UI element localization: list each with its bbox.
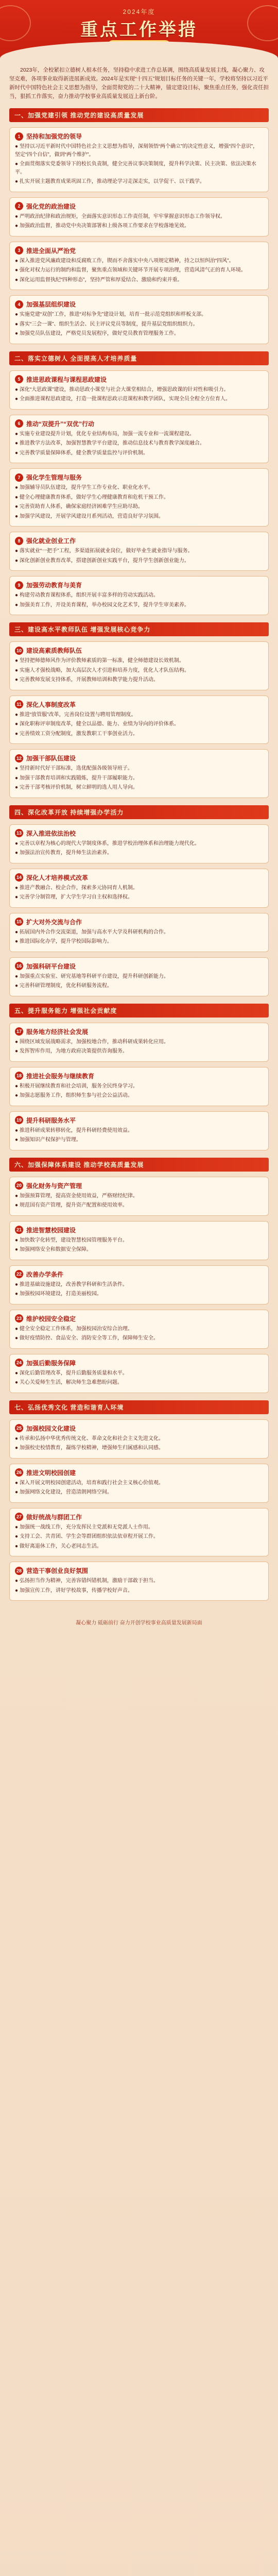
section-item: ● 完善干部考核评价机制，树立鲜明的选人用人导向。	[15, 785, 138, 790]
section-title	[15, 873, 263, 882]
section-title	[15, 754, 263, 762]
section-item: ● 加强学风建设，开展学风建设月系列活动，营造良好学习氛围。	[15, 513, 164, 519]
intro-paragraph: 2023年，全校紧扣立德树人根本任务，坚持稳中求进工作总基调，围绕高质量发展主线，凝心聚力、攻坚克难，各项事业取得新进展新成效。2024年是实现“十四五”规划目标任务的关键一年，学校将坚持以习近平新时代中国特色社会主义思想为指导，全面贯彻党的二十大精神，锚定建设目标，聚焦重点任务，强化责任担当，狠抓工作落实，奋力推动学校事业高质量发展迈上新台阶。	[9, 67, 269, 99]
section-item: ● 深化“大思政课”建设，推动思政小课堂与社会大课堂相结合，增强思政课的针对性和吸引力。	[15, 386, 229, 393]
section-item: ● 发挥智库作用，为地方政府决策提供咨询服务。	[15, 1048, 128, 1054]
section-title	[15, 419, 263, 428]
section-number-badge: 27	[15, 1513, 23, 1521]
header-wave	[0, 41, 278, 62]
section-title-text: 强化财务与资产管理	[26, 1182, 82, 1190]
section-title-text: 深化人事制度改革	[26, 701, 76, 708]
section-card	[9, 1023, 269, 1062]
part-banner: 六、加强保障体系建设 推动学校高质量发展	[9, 1158, 269, 1172]
section-title	[15, 246, 263, 255]
section-title	[15, 473, 263, 482]
section-item: ● 强化对权力运行的制约和监督，聚焦重点领域和关键环节开展专项治理，营造风清气正的育人环境。	[15, 267, 246, 273]
section-number-badge: 8	[15, 537, 23, 545]
section-number-badge: 28	[15, 1567, 23, 1575]
section-card	[9, 576, 269, 615]
section-item: ● 加快数字化转型，建设智慧校园管理服务平台。	[15, 1237, 128, 1243]
section-title-text: 加强校园文化建设	[26, 1425, 76, 1432]
section-number-badge: 12	[15, 754, 23, 762]
section-item: ● 健全心理健康教育体系，做好学生心理健康教育和危机干预工作。	[15, 494, 169, 500]
section-card	[9, 1419, 269, 1459]
section-item: ● 支持工会、共青团、学生会等群团组织依法依章程开展工作。	[15, 1534, 159, 1539]
section-item: ● 深化运用监督执纪“四种形态”，坚持严管和厚爱结合、激励和约束并重。	[15, 277, 183, 283]
section-number-badge: 4	[15, 300, 23, 309]
section-item: ● 全面推进课程思政建设，打造一批课程思政示范课程和教学团队，实现全员全程全方位育人。	[15, 396, 231, 402]
section-title-text: 加强后勤服务保障	[26, 1359, 76, 1367]
section-item: ● 加强宣传工作，讲好学校故事，传播学校好声音。	[15, 1587, 133, 1594]
section-item: ● 构建劳动教育课程体系，组织开展丰富多样的劳动实践活动。	[15, 592, 159, 598]
section-title	[15, 132, 263, 141]
section-title	[15, 646, 263, 655]
section-card	[9, 1508, 269, 1557]
content-area	[0, 62, 278, 1633]
section-item: ● 加强法治宣传教育，提升师生法治素养。	[15, 850, 112, 856]
section-item: ● 实施人才强校战略，加大高层次人才引进和培养力度，优化人才队伍结构。	[15, 667, 189, 673]
section-number-badge: 23	[15, 1314, 23, 1323]
section-title	[15, 1513, 263, 1521]
section-number-badge: 20	[15, 1181, 23, 1190]
section-item: ● 做好疫情防控、食品安全、消防安全等工作，保障师生安全。	[15, 1335, 159, 1341]
section-item: ● 实施党建“双创”工作，推进“对标争先”建设计划，培育一批示范党组织和样板支部。	[15, 312, 207, 317]
part-banner: 五、提升服务能力 增强社会贡献度	[9, 1004, 269, 1018]
section-number-badge: 22	[15, 1270, 23, 1278]
section-number-badge: 19	[15, 1116, 23, 1124]
section-item: ● 加强统一战线工作，充分发挥民主党派和无党派人士作用。	[15, 1524, 153, 1530]
section-card	[9, 1354, 269, 1393]
section-item: ● 传承和弘扬中华优秀传统文化、革命文化和社会主义先进文化。	[15, 1435, 164, 1442]
section-title	[15, 1072, 263, 1080]
section-item: ● 推进科研成果转移转化，提升科研经费使用效益。	[15, 1127, 133, 1133]
section-title-text: 推动“双提升”“双优”行动	[26, 420, 95, 428]
page-title: 重点工作举措	[80, 20, 198, 40]
section-item: ● 完善绩效工资分配制度，激发教职工干事创业活力。	[15, 731, 138, 737]
section-card	[9, 824, 269, 863]
part-banner: 二、落实立德树人 全面提高人才培养质量	[9, 351, 269, 365]
section-title-text: 营造干事创业良好氛围	[26, 1567, 89, 1574]
section-item: ● 严明政治纪律和政治规矩，全面落实意识形态工作责任制，牢牢掌握意识形态工作领导权。	[15, 213, 225, 219]
section-card	[9, 957, 269, 996]
section-title-text: 建设高素质教师队伍	[26, 647, 82, 654]
section-card	[9, 869, 269, 908]
section-item: ● 坚持把师德师风作为评价教师素质的第一标准，健全师德建设长效机制。	[15, 658, 184, 664]
section-title	[15, 581, 263, 589]
section-title	[15, 700, 263, 709]
section-item: ● 推进教学方法改革，加强智慧教学平台建设，推动信息技术与教育教学深度融合。	[15, 440, 205, 446]
section-item: ● 深化创新创业教育改革，搭建创新创业实践平台，提升学生创新创业能力。	[15, 557, 189, 564]
section-item: ● 拓展国内外合作交流渠道，加强与高水平大学及科研机构的合作。	[15, 929, 169, 935]
section-card	[9, 1310, 269, 1349]
section-item: ● 加强辅导员队伍建设，提升学生工作专业化、职业化水平。	[15, 485, 153, 490]
section-number-badge: 18	[15, 1072, 23, 1080]
section-title	[15, 1424, 263, 1433]
section-item: ● 落实就业“一把手”工程，多渠道拓展就业岗位，做好毕业生就业指导与服务。	[15, 548, 193, 554]
section-item: ● 落实“三会一课”、组织生活会、民主评议党员等制度，提升基层党组织组织力。	[15, 321, 198, 327]
section-number-badge: 9	[15, 581, 23, 589]
section-card	[9, 641, 269, 690]
section-item: ● 完善学分制管理，扩大学生学习自主权和选择权。	[15, 894, 133, 900]
section-number-badge: 25	[15, 1424, 23, 1432]
section-number-badge: 13	[15, 829, 23, 837]
part-banner: 七、弘扬优秀文化 营造和谐育人环境	[9, 1400, 269, 1414]
section-item: ● 深化后勤管理改革，提升后勤服务质量和水平。	[15, 1370, 128, 1376]
section-title-text: 加强科研平台建设	[26, 962, 76, 970]
section-title	[15, 536, 263, 545]
section-card	[9, 532, 269, 571]
section-title	[15, 918, 263, 926]
section-item: ● 弘扬担当作为精神，完善容错纠错机制，激励干部敢于担当。	[15, 1578, 159, 1584]
section-title-text: 深化人才培养模式改革	[26, 874, 89, 882]
parts-container	[9, 108, 269, 1601]
section-title-text: 加强干部队伍建设	[26, 755, 76, 762]
section-item: ● 加强干部教育培训和实践锻炼，提升干部履职能力。	[15, 775, 138, 781]
section-title	[15, 1181, 263, 1190]
section-title-text: 强化党的政治建设	[26, 202, 76, 210]
section-number-badge: 26	[15, 1468, 23, 1477]
section-card	[9, 1111, 269, 1150]
section-item: ● 深化职称评审制度改革，健全以品德、能力、业绩为导向的评价体系。	[15, 721, 179, 727]
section-number-badge: 5	[15, 375, 23, 383]
section-item: ● 加强预算管理，提高资金使用效益，严格财经纪律。	[15, 1193, 138, 1199]
section-item: ● 健全安全稳定工作体系，加强校园治安综合治理。	[15, 1326, 133, 1332]
section-title-text: 做好统战与群团工作	[26, 1513, 82, 1521]
section-title	[15, 1359, 263, 1367]
section-title-text: 推进思政课程与课程思政建设	[26, 376, 107, 383]
section-number-badge: 10	[15, 647, 23, 655]
section-title	[15, 1468, 263, 1477]
section-item: ● 完善教师发展支持体系，开展教师培训和教学能力提升活动。	[15, 677, 159, 683]
section-item: ● 积极开展继续教育和社会培训，服务全民终身学习。	[15, 1083, 138, 1089]
section-card	[9, 1265, 269, 1304]
section-number-badge: 17	[15, 1027, 23, 1036]
section-title-text: 服务地方经济社会发展	[26, 1028, 89, 1036]
section-item: ● 扎实开展主题教育成果巩固工作，推动理论学习走深走实，以学促干、以干践学。	[15, 179, 205, 184]
section-title	[15, 375, 263, 384]
section-title-text: 推进全面从严治党	[26, 247, 76, 255]
section-title	[15, 1566, 263, 1575]
section-number-badge: 14	[15, 873, 23, 882]
section-title-text: 提升科研服务水平	[26, 1116, 76, 1124]
section-card	[9, 1177, 269, 1216]
section-title-text: 推进文明校园创建	[26, 1469, 76, 1477]
section-title	[15, 1116, 263, 1125]
section-item: ● 推进国际化办学，提升学校国际影响力。	[15, 939, 112, 944]
section-number-badge: 3	[15, 246, 23, 255]
section-item: ● 坚持新时代好干部标准，选优配强各级领导班子。	[15, 766, 133, 771]
section-title	[15, 829, 263, 838]
section-card	[9, 1562, 269, 1601]
section-card	[9, 1464, 269, 1503]
section-title	[15, 1226, 263, 1234]
header-banner	[0, 0, 278, 62]
section-item: ● 完善以章程为核心的现代大学制度体系，推进学校治理体系和治理能力现代化。	[15, 840, 200, 846]
section-card	[9, 127, 269, 192]
section-title-text: 加强基层组织建设	[26, 301, 76, 308]
section-item: ● 完善资助育人体系，确保家庭经济困难学生应助尽助。	[15, 504, 143, 510]
section-item: ● 加强网络文化建设，营造清朗网络空间。	[15, 1489, 112, 1495]
section-item: ● 实施专业建设提升计划，优化专业结构布局，加强一流专业和一流课程建设。	[15, 431, 195, 437]
section-card	[9, 1221, 269, 1260]
section-card	[9, 415, 269, 464]
section-card	[9, 749, 269, 798]
section-item: ● 加强校史校情教育，凝练学校精神，增强师生归属感和认同感。	[15, 1445, 164, 1451]
section-title	[15, 1314, 263, 1323]
section-item: ● 加强校园环境建设，打造美丽校园。	[15, 1291, 102, 1297]
header-year: 2024年度	[123, 8, 155, 15]
footer-text: 凝心聚力 砥砺前行 奋力开创学校事业高质量发展新局面	[76, 1620, 202, 1626]
section-title	[15, 962, 263, 971]
section-title	[15, 202, 263, 211]
section-card	[9, 468, 269, 527]
section-item: ● 关心关爱师生生活，解决师生急难愁盼问题。	[15, 1380, 123, 1385]
section-number-badge: 7	[15, 473, 23, 482]
section-title-text: 坚持和加强党的领导	[26, 133, 82, 140]
section-title-text: 推进社会服务与继续教育	[26, 1072, 95, 1080]
section-title-text: 扩大对外交流与合作	[26, 918, 82, 926]
section-item: ● 加强美育工作，开设美育课程，举办校园文化艺术节，提升学生审美素养。	[15, 602, 189, 608]
section-item: ● 加强志愿服务工作，组织师生参与社会公益活动。	[15, 1093, 133, 1098]
section-item: ● 全面贯彻落实党委领导下的校长负责制，健全完善议事决策制度，提升科学决策、民主决策、依法决策水平。	[15, 161, 256, 175]
section-title-text: 强化学生管理与服务	[26, 474, 82, 481]
section-title-text: 维护校园安全稳定	[26, 1315, 76, 1323]
section-item: ● 加强政治监督，推动党中央决策部署和上级各项工作要求在学校落地见效。	[15, 223, 189, 229]
section-item: ● 深入推进党风廉政建设和反腐败工作，锲而不舍落实中央八项规定精神，持之以恒纠治“四风”。	[15, 258, 234, 264]
section-item: ● 推进“放管服”改革，完善岗位设置与聘用管理制度。	[15, 711, 136, 718]
section-title-text: 深入推进依法治校	[26, 829, 76, 837]
part-banner: 一、加强党建引领 推动党的建设高质量发展	[9, 108, 269, 122]
part-banner: 四、深化改革开放 持续增强办学活力	[9, 805, 269, 819]
section-number-badge: 15	[15, 918, 23, 926]
section-card	[9, 1067, 269, 1106]
part-banner: 三、建设高水平教师队伍 增强发展核心竞争力	[9, 622, 269, 636]
section-title	[15, 300, 263, 309]
section-number-badge: 2	[15, 202, 23, 210]
section-number-badge: 1	[15, 132, 23, 141]
section-item: ● 完善科研管理制度，优化科研服务流程。	[15, 983, 112, 989]
section-item: ● 加强党员队伍建设，严格党员发展程序，做好党员教育管理服务工作。	[15, 331, 179, 336]
section-number-badge: 11	[15, 700, 23, 708]
section-card	[9, 370, 269, 410]
section-item: ● 完善教学质量保障体系，健全教学质量监控与评价机制。	[15, 450, 148, 456]
section-title-text: 强化就业创业工作	[26, 537, 76, 545]
section-title	[15, 1270, 263, 1279]
section-item: ● 围绕区域发展战略需求，加强校地合作，推动科研成果转化应用。	[15, 1039, 169, 1045]
section-item: ● 规范国有资产管理，提升资产配置和使用效率。	[15, 1202, 128, 1208]
section-number-badge: 21	[15, 1226, 23, 1234]
section-card	[9, 295, 269, 344]
section-title-text: 推进智慧校园建设	[26, 1226, 76, 1234]
section-card	[9, 696, 269, 744]
section-item: ● 加强网络安全和数据安全保障。	[15, 1247, 92, 1252]
section-item: ● 深入开展文明校园创建活动，培育和践行社会主义核心价值观。	[15, 1480, 164, 1486]
section-title	[15, 1027, 263, 1036]
section-item: ● 加强重点实验室、研究基地等科研平台建设，提升科研创新能力。	[15, 973, 169, 979]
section-card	[9, 913, 269, 952]
section-title-text: 改善办学条件	[26, 1270, 64, 1278]
section-item: ● 做好离退休工作，关心老同志生活。	[15, 1543, 102, 1549]
section-number-badge: 16	[15, 962, 23, 970]
section-item: ● 推进产教融合、校企合作，探索多元协同育人机制。	[15, 885, 138, 891]
section-item: ● 加强知识产权保护与管理。	[15, 1137, 81, 1143]
section-number-badge: 24	[15, 1359, 23, 1367]
section-title-text: 加强劳动教育与美育	[26, 582, 82, 589]
section-number-badge: 6	[15, 419, 23, 428]
section-item: ● 坚持以习近平新时代中国特色社会主义思想为指导，深刻领悟“两个确立”的决定性意义，增强“四个意识”，坚定“四个自信”，做到“两个维护”。	[15, 144, 258, 158]
section-card	[9, 242, 269, 291]
section-card	[9, 197, 269, 236]
section-item: ● 推进基础设施建设，改善教学科研和生活条件。	[15, 1281, 128, 1287]
